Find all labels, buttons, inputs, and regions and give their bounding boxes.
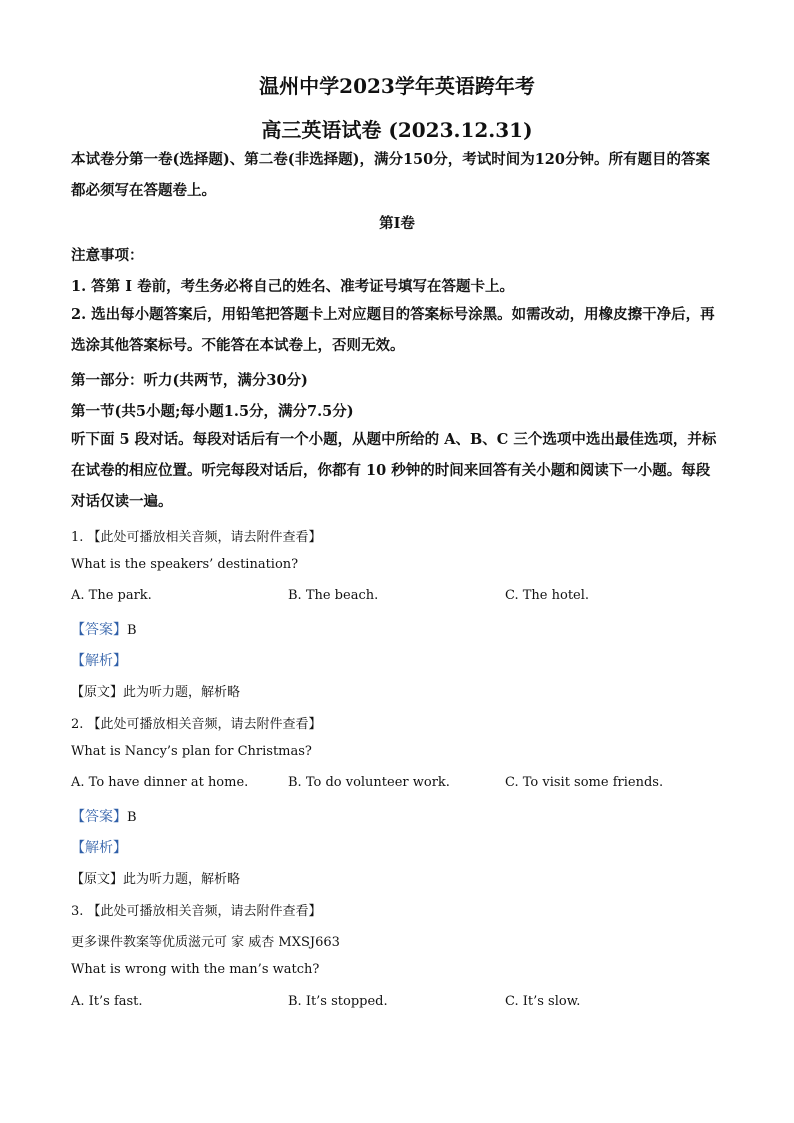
question-1-prompt: 1. 【此处可播放相关音频，请去附件查看】 — [71, 530, 322, 545]
notice-item-2: 2. 选出每小题答案后，用铅笔把答题卡上对应题目的答案标号涂黑。如需改动，用橡皮擦干净后，再选涂其他答案标号。不能答在本试卷上，否则无效。 — [71, 306, 715, 354]
question-1-option-c: C. The hotel. — [505, 588, 590, 603]
answer-label: 【答案】 — [71, 809, 127, 825]
section-roman: 第I卷 — [379, 215, 415, 232]
notice-item-1: 1. 答第 I 卷前，考生务必将自己的姓名、准考证号填写在答题卡上。 — [71, 278, 515, 295]
question-3-option-b: B. It’s stopped. — [288, 994, 388, 1009]
intro-paragraph: 本试卷分第一卷(选择题)、第二卷(非选择题)，满分150分，考试时间为120分钟。所有题目的答案都必须写在答题卷上。 — [71, 151, 710, 199]
question-1-original: 【原文】此为听力题，解析略 — [71, 685, 241, 700]
answer-label: 【答案】 — [71, 622, 127, 638]
question-3-prompt: 3. 【此处可播放相关音频，请去附件查看】 — [71, 904, 322, 919]
question-3-text: What is wrong with the man’s watch? — [71, 962, 320, 977]
question-2-option-c: C. To visit some friends. — [505, 775, 664, 790]
answer-value: B — [127, 810, 137, 825]
question-3-option-a: A. It’s fast. — [71, 994, 143, 1009]
question-1-text: What is the speakers’ destination? — [71, 557, 299, 572]
question-1-option-b: B. The beach. — [288, 588, 379, 603]
question-1-answer — [71, 619, 137, 639]
question-2-original: 【原文】此为听力题，解析略 — [71, 872, 241, 887]
question-2-answer — [71, 806, 137, 826]
listening-instructions: 听下面 5 段对话。每段对话后有一个小题，从题中所给的 A、B、C 三个选项中选出最佳选项，并标在试卷的相应位置。听完每段对话后，你都有 10 秒钟的时间来回答有关小题和阅读下一小题。每段对话仅读一遍。 — [71, 431, 717, 510]
question-2-option-a: A. To have dinner at home. — [71, 775, 249, 790]
notice-heading: 注意事项： — [71, 247, 144, 264]
question-2-text: What is Nancy’s plan for Christmas? — [71, 744, 312, 759]
question-2-option-b: B. To do volunteer work. — [288, 775, 450, 790]
question-1-option-a: A. The park. — [71, 588, 152, 603]
promo-text: 更多课件教案等优质滋元可 家 威杏 MXSJ663 — [71, 935, 340, 950]
question-2-analysis-label: 【解析】 — [71, 840, 127, 856]
exam-title: 温州中学2023学年英语跨年考 — [259, 74, 535, 98]
exam-subtitle: 高三英语试卷 (2023.12.31) — [261, 118, 533, 142]
question-1-analysis-label: 【解析】 — [71, 653, 127, 669]
section-heading: 第一节(共5小题;每小题1.5分，满分7.5分) — [71, 403, 354, 420]
answer-value: B — [127, 623, 137, 638]
question-3-option-c: C. It’s slow. — [505, 994, 581, 1009]
part-heading: 第一部分：听力(共两节，满分30分) — [71, 372, 308, 389]
question-2-prompt: 2. 【此处可播放相关音频，请去附件查看】 — [71, 717, 322, 732]
